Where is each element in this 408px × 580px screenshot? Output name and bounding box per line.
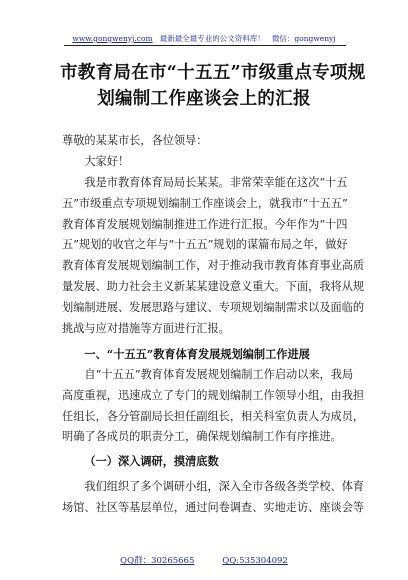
intro-line: 划编制进展、发展思路与建议、专项规划编制需求以及面临的 — [62, 300, 365, 314]
subsection-1-heading: （一）深入调研，摸清底数 — [84, 454, 219, 468]
section-1-line: 任组长，各分管副局长担任副组长，相关科室负责人为成员， — [62, 409, 365, 423]
intro-paragraph — [62, 173, 365, 339]
header-tagline: 最新最全最专业的公文资料库！ — [159, 34, 265, 43]
subsection-1-line: 场馆、社区等基层单位，通过问卷调查、实地走访、座谈会等 — [62, 500, 365, 514]
footer-qq[interactable]: QQ:535304092 — [222, 556, 288, 566]
page-footer — [0, 554, 408, 566]
header-wechat: 微信：gongwenyj — [271, 34, 336, 43]
document-title — [60, 60, 366, 112]
document-title-line-2: 划编制工作座谈会上的汇报 — [97, 89, 311, 109]
header-site-url[interactable]: www.gongwenyj.com — [72, 34, 153, 43]
intro-line: 教育体育发展规划编制推进工作进行汇报。今年作为“十四 — [62, 217, 348, 231]
intro-line: 我是市教育体育局局长某某。非常荣幸能在这次“十五 — [84, 176, 348, 189]
footer-qq-group[interactable]: QQ群：30265665 — [120, 556, 195, 566]
page-header — [0, 33, 408, 44]
section-1-heading: 一、“十五五”教育体育发展规划编制工作进展 — [84, 347, 310, 361]
section-1-line: 高度重视，迅速成立了专门的规划编制工作领导小组，由我担 — [62, 388, 365, 402]
section-1-paragraph — [62, 365, 365, 448]
section-1-line: 自“十五五”教育体育发展规划编制工作启动以来，我局 — [84, 368, 354, 381]
section-1-line: 明确了各成员的职责分工，确保规划编制工作有序推进。 — [62, 430, 342, 444]
intro-line: 量发展、助力社会主义新某某建设意义重大。下面，我将从规 — [62, 279, 365, 293]
intro-line: 五”规划的收官之年与“十五五”规划的谋篇布局之年，做好 — [62, 238, 348, 252]
intro-line: 挑战与应对措施等方面进行汇报。 — [62, 321, 230, 335]
greeting: 大家好！ — [84, 155, 130, 168]
subsection-1-line: 我们组织了多个调研小组，深入全市各级各类学校、体育 — [84, 480, 365, 493]
header-divider — [64, 45, 346, 46]
subsection-1-paragraph — [62, 477, 365, 519]
intro-line: 教育体育发展规划编制工作，对于推动我市教育体育事业高质 — [62, 259, 365, 273]
intro-line: 五”市级重点专项规划编制工作座谈会上，就我市“十五五” — [62, 196, 348, 210]
document-title-line-1: 市教育局在市“十五五”市级重点专项规 — [60, 63, 366, 83]
salutation: 尊敬的某某市长，各位领导： — [62, 134, 208, 147]
